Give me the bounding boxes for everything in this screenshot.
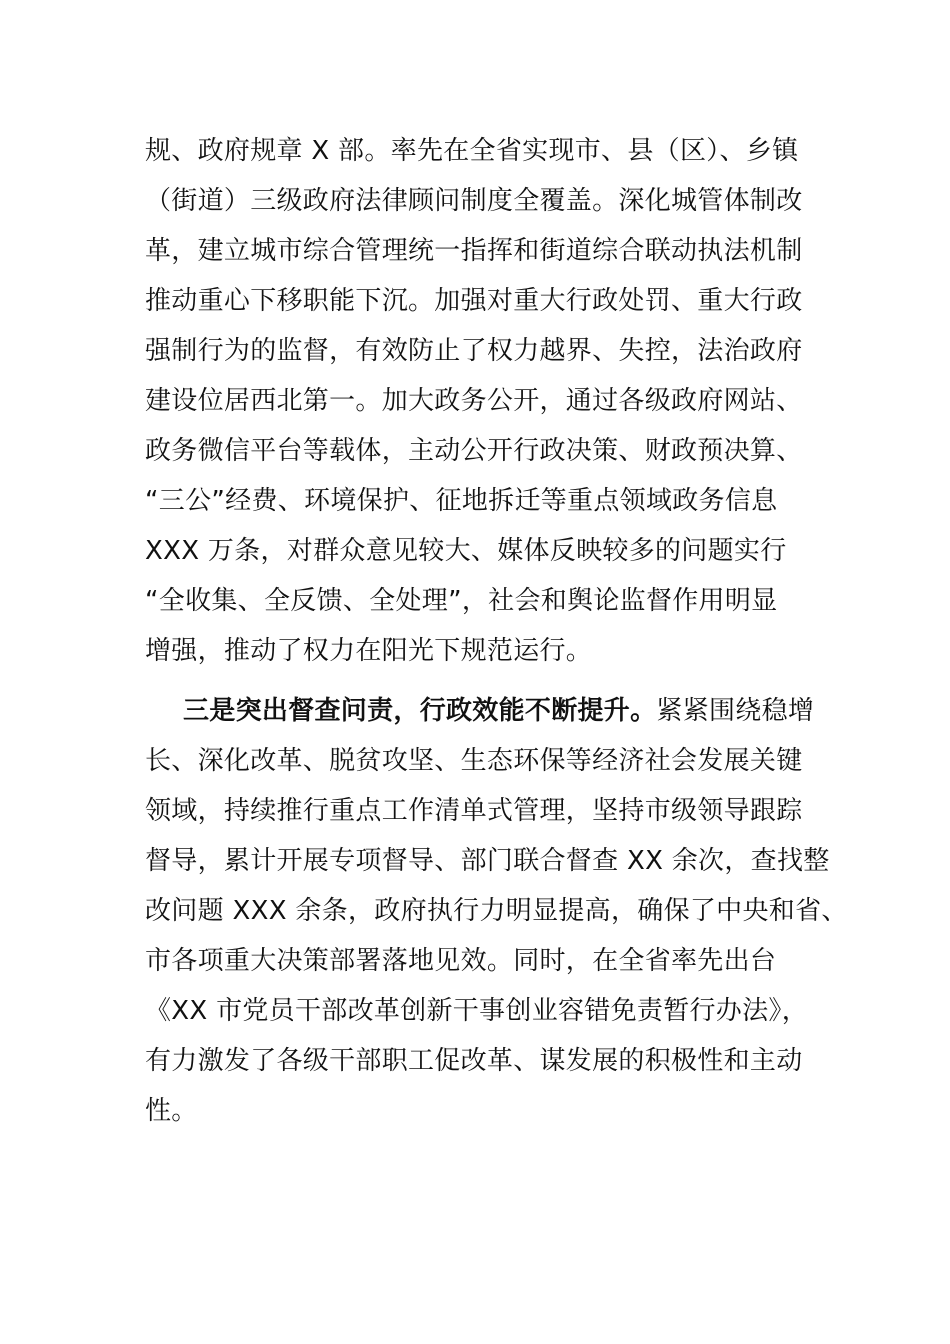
- text-line: 性。: [145, 1096, 198, 1126]
- text-line: （街道）三级政府法律顾问制度全覆盖。深化城管体制改: [145, 186, 803, 216]
- text-line: 革，建立城市综合管理统一指挥和街道综合联动执法机制: [145, 236, 803, 266]
- text-line: XXX 万条，对群众意见较大、媒体反映较多的问题实行: [145, 536, 787, 566]
- paragraph-heading: 三是突出督查问责，行政效能不断提升。: [183, 696, 657, 726]
- paragraph-first-line: [145, 686, 815, 736]
- paragraph-first-line-text: 紧紧围绕稳增: [656, 696, 815, 726]
- text-line: 增强，推动了权力在阳光下规范运行。: [145, 636, 593, 666]
- paragraph-rule-of-law: [145, 126, 815, 676]
- text-line: 领域，持续推行重点工作清单式管理，坚持市级领导跟踪: [145, 796, 803, 826]
- text-line: 强制行为的监督，有效防止了权力越界、失控，法治政府: [145, 336, 803, 366]
- text-line: 长、深化改革、脱贫攻坚、生态环保等经济社会发展关键: [145, 746, 803, 776]
- text-line: 督导，累计开展专项督导、部门联合督查 XX 余次，查找整: [145, 846, 830, 876]
- text-line: 推动重心下移职能下沉。加强对重大行政处罚、重大行政: [145, 286, 803, 316]
- text-line: 建设位居西北第一。加大政务公开，通过各级政府网站、: [145, 386, 803, 416]
- text-line: 市各项重大决策部署落地见效。同时，在全省率先出台: [145, 946, 777, 976]
- text-line: “全收集、全反馈、全处理”，社会和舆论监督作用明显: [145, 586, 778, 616]
- text-line: 政务微信平台等载体，主动公开行政决策、财政预决算、: [145, 436, 803, 466]
- text-line: 有力激发了各级干部职工促改革、谋发展的积极性和主动: [145, 1046, 803, 1076]
- text-line: 规、政府规章 X 部。率先在全省实现市、县（区）、乡镇: [145, 136, 799, 166]
- text-line: 《XX 市党员干部改革创新干事创业容错免责暂行办法》，: [145, 996, 808, 1026]
- text-line: “三公”经费、环境保护、征地拆迁等重点领域政务信息: [145, 486, 778, 516]
- paragraph-supervision: [145, 686, 848, 1136]
- text-line: 改问题 XXX 余条，政府执行力明显提高，确保了中央和省、: [145, 896, 848, 926]
